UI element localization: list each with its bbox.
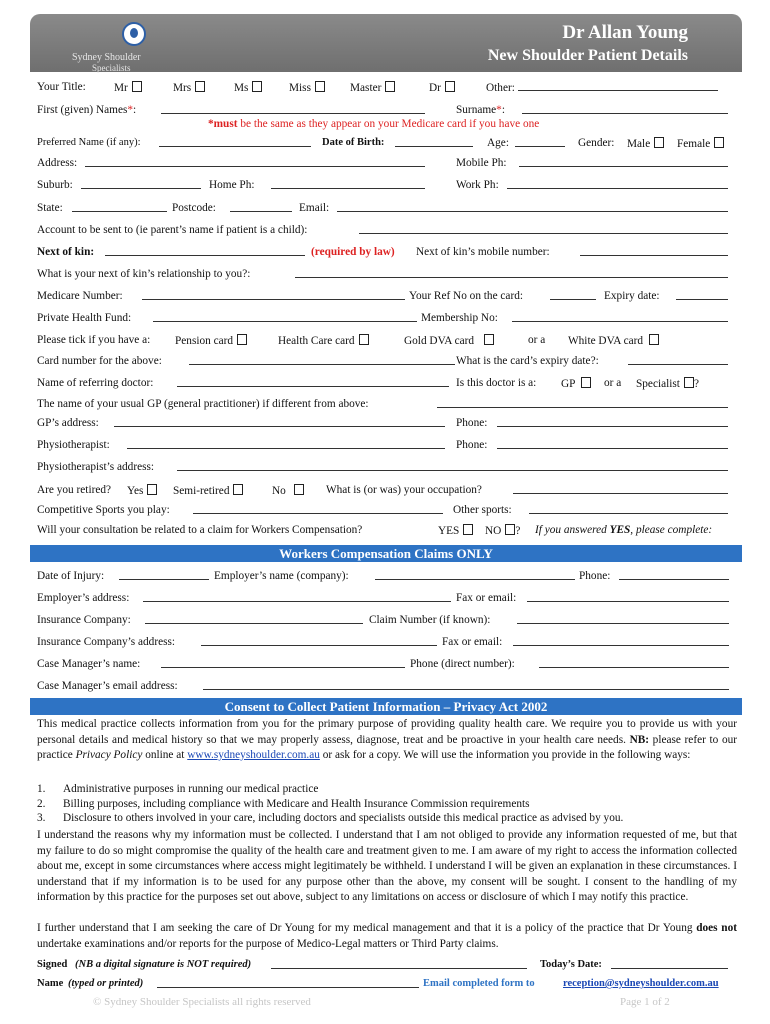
list-item xyxy=(37,811,737,827)
list-text: Billing purposes, including compliance with Medicare and Health Insurance Commission requirements xyxy=(63,797,530,810)
case-manager-field[interactable] xyxy=(161,658,405,668)
insurance-company-field[interactable] xyxy=(145,614,363,624)
title-option-miss[interactable] xyxy=(289,81,325,96)
other-sports-field[interactable] xyxy=(529,504,728,514)
usual-gp-field[interactable] xyxy=(437,398,728,408)
usual-gp-label: The name of your usual GP (general practitioner) if different from above: xyxy=(37,398,369,410)
list-item xyxy=(37,782,737,798)
reception-email-link[interactable]: reception@sydneyshoulder.com.au xyxy=(563,978,719,989)
checkbox-gp[interactable] xyxy=(581,377,591,388)
dob-field[interactable] xyxy=(395,137,473,147)
cards-prompt: Please tick if you have a: xyxy=(37,334,151,346)
membership-field[interactable] xyxy=(512,312,728,322)
suburb-label: Suburb: xyxy=(37,179,73,191)
checkbox-health-care[interactable] xyxy=(359,334,369,345)
employer-name-field[interactable] xyxy=(375,570,575,580)
white-dva-label: White DVA card xyxy=(568,335,644,347)
injury-date-field[interactable] xyxy=(119,570,209,580)
expiry-label: Expiry date: xyxy=(604,290,660,302)
or-a-text: or a xyxy=(528,334,546,346)
mobile-field[interactable] xyxy=(519,157,728,167)
white-dva-option[interactable] xyxy=(568,334,659,349)
checkbox-female[interactable] xyxy=(714,137,724,148)
logo-icon xyxy=(122,22,146,46)
title-label: Your Title: xyxy=(37,81,86,93)
gp-address-label: GP’s address: xyxy=(37,417,99,429)
gender-label: Gender: xyxy=(578,137,615,149)
next-of-kin-text: Next of kin xyxy=(37,246,91,258)
signed-note: (NB a digital signature is NOT required) xyxy=(75,959,252,970)
gender-female[interactable] xyxy=(677,137,724,152)
logo-text-line1: Sydney Shoulder xyxy=(72,52,141,63)
required-star: * xyxy=(496,104,502,116)
gender-male[interactable] xyxy=(627,137,664,152)
checkbox-workers-yes[interactable] xyxy=(463,524,473,535)
preferred-name-field[interactable] xyxy=(159,137,311,147)
specialist-label: Specialist xyxy=(636,378,680,390)
health-fund-field[interactable] xyxy=(153,312,417,322)
checkbox-dr[interactable] xyxy=(445,81,455,92)
insurance-fax-label: Fax or email: xyxy=(442,636,503,648)
checkbox-semi-retired[interactable] xyxy=(233,484,243,495)
card-expiry-label: What is the card’s expiry date?: xyxy=(456,355,599,367)
title-option-label: Miss xyxy=(289,82,311,94)
competitive-sports-label: Competitive Sports you play: xyxy=(37,504,170,516)
checkbox-retired-yes[interactable] xyxy=(147,484,157,495)
privacy-text: or ask for a copy. We will use the information you provide in the following ways: xyxy=(319,749,691,761)
privacy-paragraph-2: I understand the reasons why my information must be collected. I understand that I am not obliged to provide any information requested of me, but that my failure to do so might compromise the quality of the health care and treatment given to me. I am aware of my right to access the information collected about me, except in some circumstances where access might legitimately be withheld. I understand I will be given an explanation in these circumstances. I understand that if my information is to be used for any purpose other than the above, my consent will be sought. I consent to the handling of my information by this practice for the purposes set out above, subject to any limitations on access or disclosure of which I may notify this practice. xyxy=(37,829,737,903)
privacy-paragraph-3 xyxy=(37,921,737,952)
first-names-field[interactable] xyxy=(161,104,425,114)
home-phone-field[interactable] xyxy=(271,179,425,189)
claim-number-field[interactable] xyxy=(517,614,729,624)
question-mark: ? xyxy=(515,525,521,537)
direct-phone-label: Phone (direct number): xyxy=(410,658,515,670)
age-label: Age: xyxy=(487,137,509,149)
insurance-fax-field[interactable] xyxy=(513,636,729,646)
employer-fax-field[interactable] xyxy=(527,592,729,602)
instruction-yes: YES xyxy=(609,524,631,536)
claim-number-label: Claim Number (if known): xyxy=(369,614,491,626)
privacy-purposes-list xyxy=(37,782,737,827)
postcode-label: Postcode: xyxy=(172,202,216,214)
referring-doctor-field[interactable] xyxy=(177,377,449,387)
surname-text: Surname xyxy=(456,104,497,116)
page-number: Page 1 of 2 xyxy=(620,996,670,1008)
note-rest: be the same as they appear on your Medicare card if you have one xyxy=(240,118,540,130)
privacy-text: please refer to our practice xyxy=(37,733,737,761)
retired-no-option[interactable] xyxy=(272,484,304,499)
surname-field[interactable] xyxy=(522,104,728,114)
employer-address-label: Employer’s address: xyxy=(37,592,130,604)
referring-doctor-label: Name of referring doctor: xyxy=(37,377,154,389)
expiry-field[interactable] xyxy=(676,290,728,300)
title-other-label: Other: xyxy=(486,82,515,94)
employer-fax-label: Fax or email: xyxy=(456,592,517,604)
medicare-number-field[interactable] xyxy=(142,290,405,300)
yes-label: Yes xyxy=(127,485,144,497)
direct-phone-field[interactable] xyxy=(539,658,729,668)
title-option-ms[interactable] xyxy=(234,81,262,96)
nok-relationship-label: What is your next of kin’s relationship to you?: xyxy=(37,268,251,280)
privacy-text: I further understand that I am seeking the care of Dr Young for my medical management and that it is a policy of the practice that Dr Young xyxy=(37,922,697,934)
preferred-name-label: Preferred Name (if any): xyxy=(37,137,141,148)
ref-no-field[interactable] xyxy=(550,290,596,300)
checkbox-pension[interactable] xyxy=(237,334,247,345)
suburb-field[interactable] xyxy=(81,179,201,189)
workers-instruction xyxy=(535,524,712,538)
state-label: State: xyxy=(37,202,63,214)
gp-option[interactable] xyxy=(561,377,591,392)
title-option-label: Mr xyxy=(114,82,128,94)
privacy-heading: Consent to Collect Patient Information – Privacy Act 2002 xyxy=(30,698,742,715)
gp-address-field[interactable] xyxy=(114,417,445,427)
injury-date-label: Date of Injury: xyxy=(37,570,105,582)
title-option-mr[interactable] xyxy=(114,81,142,96)
name-label: Name xyxy=(37,978,64,989)
workers-no-option[interactable] xyxy=(485,524,520,539)
website-link[interactable]: www.sydneyshoulder.com.au xyxy=(187,749,320,761)
membership-label: Membership No: xyxy=(421,312,498,324)
privacy-text: online at xyxy=(142,749,188,761)
employer-address-field[interactable] xyxy=(143,592,451,602)
workers-comp-question: Will your consultation be related to a claim for Workers Compensation? xyxy=(37,524,363,536)
ref-no-label: Your Ref No on the card: xyxy=(409,290,523,302)
clinic-logo xyxy=(68,18,158,73)
list-number: 3. xyxy=(37,812,46,824)
required-by-law: (required by law) xyxy=(311,246,395,258)
workers-comp-heading: Workers Compensation Claims ONLY xyxy=(30,545,742,562)
list-number: 2. xyxy=(37,797,46,810)
insurance-address-field[interactable] xyxy=(201,636,437,646)
checkbox-male[interactable] xyxy=(654,137,664,148)
gold-dva-label: Gold DVA card xyxy=(404,335,475,347)
competitive-sports-field[interactable] xyxy=(193,504,443,514)
state-field[interactable] xyxy=(72,202,167,212)
does-not-text: does not xyxy=(696,922,738,934)
gp-label: GP xyxy=(561,378,576,390)
checkbox-ms[interactable] xyxy=(252,81,262,92)
physio-phone-field[interactable] xyxy=(497,439,728,449)
medicare-number-label: Medicare Number: xyxy=(37,290,123,302)
title-option-label: Master xyxy=(350,82,382,94)
signature-field[interactable] xyxy=(271,959,527,969)
dob-label: Date of Birth: xyxy=(322,137,385,148)
title-option-mrs[interactable] xyxy=(173,81,205,96)
list-number: 1. xyxy=(37,783,46,795)
pension-card-option[interactable] xyxy=(175,334,247,349)
address-label: Address: xyxy=(37,157,78,169)
privacy-text: undertake examinations and/or reports for the purpose of Medico-Legal matters or Third Party claims. xyxy=(37,937,499,950)
list-text: Disclosure to others involved in your care, including doctors and specialists outside this medical practice as advised by you. xyxy=(63,812,624,824)
first-names-text: First (given) Names xyxy=(37,104,128,116)
title-other-field[interactable] xyxy=(518,81,718,91)
checkbox-gold-dva[interactable] xyxy=(484,334,494,345)
physio-label: Physiotherapist: xyxy=(37,439,110,451)
age-field[interactable] xyxy=(515,137,565,147)
email-field[interactable] xyxy=(337,202,728,212)
title-option-label: Ms xyxy=(234,82,249,94)
specialist-option[interactable] xyxy=(636,377,699,392)
checkbox-white-dva[interactable] xyxy=(649,334,659,345)
case-email-field[interactable] xyxy=(203,680,729,690)
physio-phone-label: Phone: xyxy=(456,439,488,451)
checkbox-mrs[interactable] xyxy=(195,81,205,92)
surname-label: Surname*: xyxy=(456,104,505,116)
title-option-dr[interactable] xyxy=(429,81,455,96)
semi-retired-label: Semi-retired xyxy=(173,485,230,497)
gp-phone-label: Phone: xyxy=(456,417,488,429)
employer-phone-field[interactable] xyxy=(619,570,729,580)
title-option-label: Dr xyxy=(429,82,441,94)
female-label: Female xyxy=(677,138,711,150)
semi-retired-option[interactable] xyxy=(173,484,243,499)
occupation-label: What is (or was) your occupation? xyxy=(326,484,482,496)
male-label: Male xyxy=(627,138,651,150)
checkbox-miss[interactable] xyxy=(315,81,325,92)
name-field[interactable] xyxy=(157,978,419,988)
account-label: Account to be sent to (ie parent’s name if patient is a child): xyxy=(37,224,308,236)
work-phone-field[interactable] xyxy=(507,179,728,189)
doctor-type-label: Is this doctor is a: xyxy=(456,377,537,389)
physio-address-label: Physiotherapist’s address: xyxy=(37,461,155,473)
signed-label: Signed xyxy=(37,959,68,970)
employer-phone-label: Phone: xyxy=(579,570,611,582)
title-option-master[interactable] xyxy=(350,81,395,96)
card-number-label: Card number for the above: xyxy=(37,355,162,367)
retired-yes-option[interactable] xyxy=(127,484,157,499)
gp-phone-field[interactable] xyxy=(497,417,728,427)
checkbox-retired-no[interactable] xyxy=(294,484,304,495)
nok-mobile-label: Next of kin’s mobile number: xyxy=(416,246,550,258)
no-label: NO xyxy=(485,525,502,537)
yes-label: YES xyxy=(438,525,460,537)
privacy-text: This medical practice collects information from you for the primary purpose of providing quality health care. We require you to provide us with your personal details and medical history so that we may properly assess, diagnose, treat and be proactive in your health care needs. xyxy=(37,718,737,746)
case-manager-label: Case Manager’s name: xyxy=(37,658,141,670)
email-label: Email: xyxy=(299,202,330,214)
title-option-label: Mrs xyxy=(173,82,192,94)
retired-label: Are you retired? xyxy=(37,484,112,496)
colon: : xyxy=(90,246,95,258)
health-care-card-label: Health Care card xyxy=(278,335,355,347)
health-care-card-option[interactable] xyxy=(278,334,369,349)
instruction-a: If you answered xyxy=(535,524,610,536)
mobile-label: Mobile Ph: xyxy=(456,157,507,169)
address-field[interactable] xyxy=(85,157,425,167)
list-item xyxy=(37,797,737,813)
nok-relationship-field[interactable] xyxy=(295,268,728,278)
pension-card-label: Pension card xyxy=(175,335,234,347)
card-expiry-field[interactable] xyxy=(628,355,728,365)
privacy-paragraph-1 xyxy=(37,717,737,764)
insurance-company-label: Insurance Company: xyxy=(37,614,131,626)
doctor-name-title: Dr Allan Young xyxy=(562,22,688,43)
case-email-label: Case Manager’s email address: xyxy=(37,680,178,692)
occupation-field[interactable] xyxy=(513,484,728,494)
gold-dva-option[interactable] xyxy=(404,334,494,349)
checkbox-mr[interactable] xyxy=(132,81,142,92)
checkbox-master[interactable] xyxy=(385,81,395,92)
privacy-policy-ref: Privacy Policy xyxy=(75,749,143,761)
health-fund-label: Private Health Fund: xyxy=(37,312,132,324)
email-instruction: Email completed form to xyxy=(423,978,535,989)
todays-date-field[interactable] xyxy=(611,959,728,969)
nok-mobile-field[interactable] xyxy=(580,246,728,256)
list-text: Administrative purposes in running our medical practice xyxy=(63,783,319,795)
work-phone-label: Work Ph: xyxy=(456,179,499,191)
copyright-footer: © Sydney Shoulder Specialists all rights reserved xyxy=(93,996,311,1008)
note-text xyxy=(208,118,539,132)
title-other xyxy=(486,81,718,96)
next-of-kin-field[interactable] xyxy=(105,246,305,256)
employer-name-label: Employer’s name (company): xyxy=(214,570,349,582)
note-must: *must xyxy=(208,118,238,130)
nb-label: NB: xyxy=(629,733,650,746)
name-note: (typed or printed) xyxy=(68,978,144,989)
or-a-text: or a xyxy=(604,377,622,389)
physio-address-field[interactable] xyxy=(177,461,728,471)
insurance-address-label: Insurance Company’s address: xyxy=(37,636,176,648)
todays-date-label: Today’s Date: xyxy=(540,959,602,970)
next-of-kin-label xyxy=(37,246,94,260)
no-label: No xyxy=(272,485,286,497)
question-mark: ? xyxy=(693,378,699,390)
workers-yes-option[interactable] xyxy=(438,524,473,539)
form-header xyxy=(30,14,742,72)
postcode-field[interactable] xyxy=(230,202,292,212)
instruction-c: , please complete: xyxy=(630,524,713,536)
logo-text-line2: Specialists xyxy=(92,63,131,73)
other-sports-label: Other sports: xyxy=(453,504,512,516)
form-title: New Shoulder Patient Details xyxy=(487,47,688,64)
checkbox-specialist[interactable] xyxy=(684,377,694,388)
home-phone-label: Home Ph: xyxy=(209,179,255,191)
checkbox-workers-no[interactable] xyxy=(505,524,515,535)
required-star: * xyxy=(127,104,134,116)
card-number-field[interactable] xyxy=(189,355,455,365)
account-field[interactable] xyxy=(359,224,728,234)
physio-field[interactable] xyxy=(127,439,445,449)
first-names-label: First (given) Names*: xyxy=(37,104,137,116)
